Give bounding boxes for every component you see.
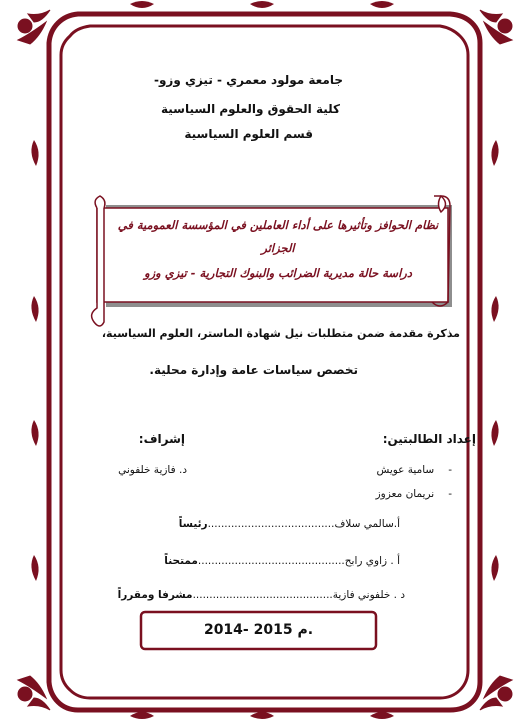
corner-ornament-bottom-right	[480, 676, 512, 710]
student-name-text: سامية عويش	[376, 464, 435, 476]
supervision-label: إشراف:	[138, 432, 185, 446]
jury-dots: ..........................................	[192, 589, 333, 601]
thesis-title-line-1: نظام الحوافز وتأثيرها على أداء العاملين في المؤسسة العمومية في	[117, 218, 439, 232]
students-label: إعداد الطالبتين:	[382, 432, 476, 446]
corner-ornament-top-right	[480, 10, 512, 44]
university-name: جامعة مولود معمري - تيزي وزو-	[153, 73, 343, 87]
academic-year: 2014- 2015 م.	[203, 622, 314, 638]
thesis-purpose: مذكرة مقدمة ضمن متطلبات نيل شهادة الماستر، العلوم السياسية،	[101, 327, 460, 340]
supervisor-name: د. فازية خلفوني	[118, 464, 187, 476]
jury-role: مشرفا ومقرراً	[117, 589, 193, 601]
corner-ornament-bottom-left	[18, 676, 50, 710]
student-name-1: -سامية عويش	[376, 464, 452, 476]
jury-member-3	[118, 589, 405, 601]
jury-member-1	[179, 518, 400, 530]
jury-role: ممتحناً	[164, 555, 198, 567]
faculty-name: كلية الحقوق والعلوم السياسية	[160, 102, 340, 116]
corner-ornament-top-left	[18, 10, 50, 44]
bottom-ornament	[130, 712, 394, 719]
student-name-text: نريمان معزوز	[375, 488, 435, 500]
jury-name: أ . زاوي رابح	[344, 555, 400, 567]
jury-role: رئيساً	[178, 518, 208, 530]
page-border	[49, 14, 480, 710]
top-ornament	[130, 1, 394, 8]
jury-dots: ......................................	[207, 518, 335, 530]
jury-member-2	[164, 555, 400, 567]
jury-name: أ.سالمي سلاف	[334, 518, 400, 530]
department-name: قسم العلوم السياسية	[184, 127, 313, 141]
jury-dots: ............................................	[197, 555, 345, 567]
side-ornament-left	[31, 140, 38, 581]
thesis-title-line-2: الجزائر	[261, 241, 295, 255]
student-name-2: -نريمان معزوز	[375, 488, 452, 500]
jury-name: د . خلفوني فازية	[332, 589, 405, 601]
side-ornament-right	[491, 140, 498, 581]
thesis-title-line-3: دراسة حالة مديرية الضرائب والبنوك التجارية - تيزي وزو	[144, 266, 412, 280]
title-scroll	[92, 196, 452, 326]
thesis-specialty: تخصص سياسات عامة وإدارة محلية.	[149, 363, 358, 377]
